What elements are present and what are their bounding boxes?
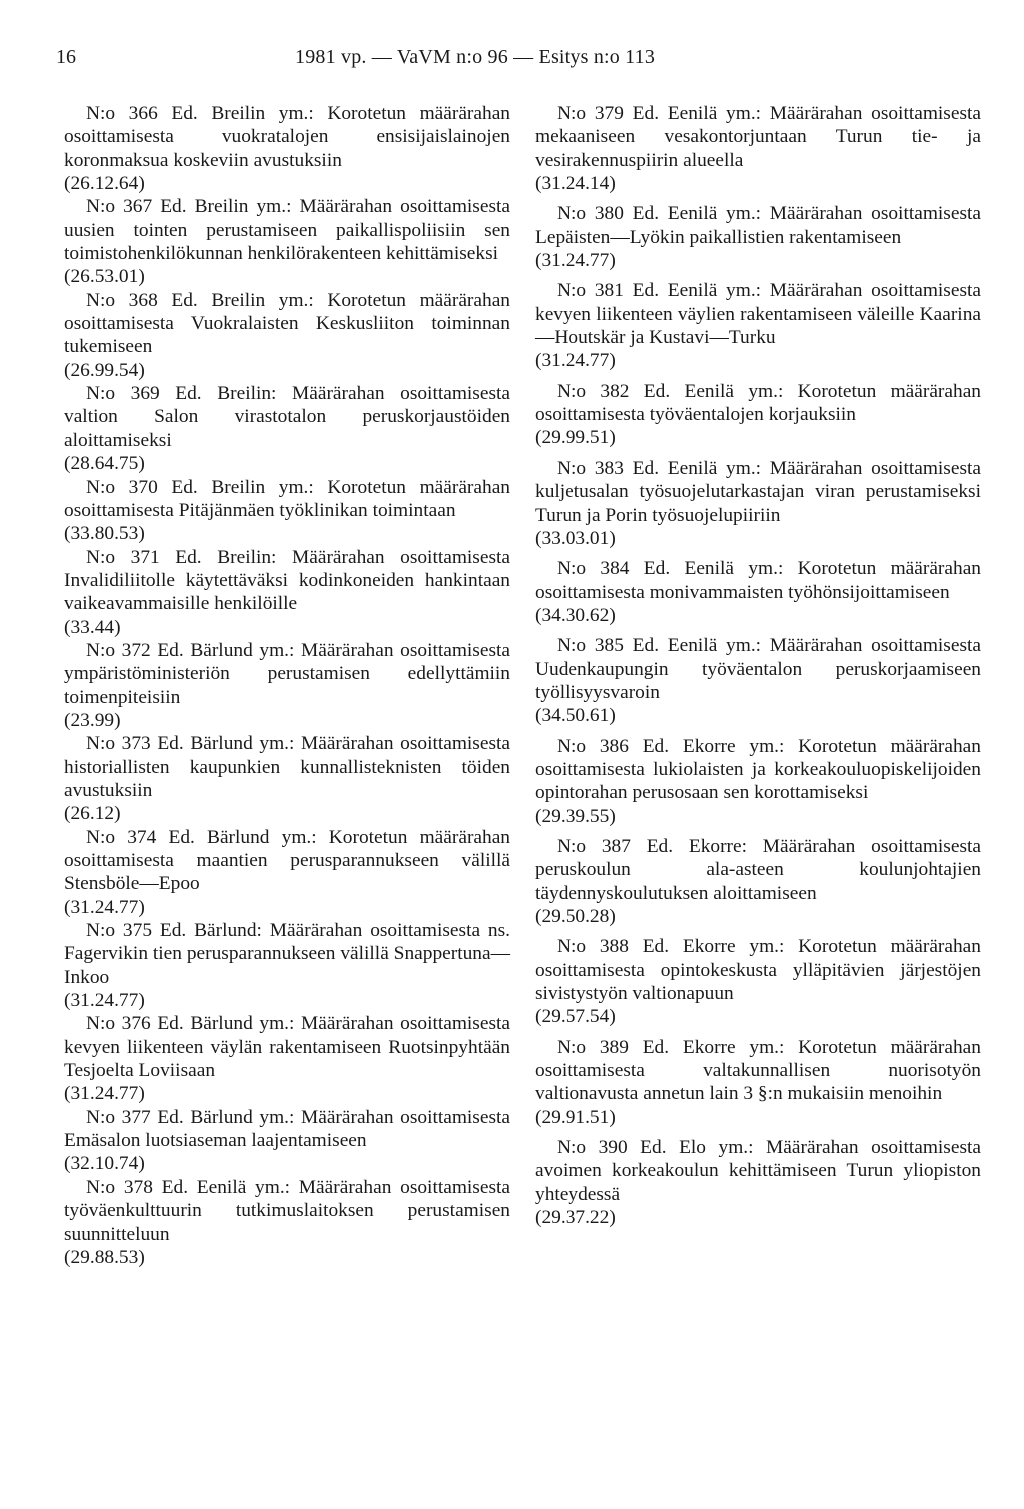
motion-text: N:o 382 Ed. Eenilä ym.: Korotetun määrärahan osoittamisesta työväentalojen korjauksiin — [535, 380, 981, 426]
motion-entry — [535, 735, 981, 828]
motion-entry — [535, 1036, 981, 1129]
motion-text: N:o 372 Ed. Bärlund ym.: Määrärahan osoittamisesta ympäristöministeriön perustamisen edellyttämiin toimenpiteisiin — [64, 639, 510, 708]
motion-text: N:o 378 Ed. Eenilä ym.: Määrärahan osoittamisesta työväenkulttuurin tutkimuslaitoksen perustamisen suunnitteluun — [64, 1176, 510, 1245]
motion-entry — [64, 732, 510, 825]
budget-code: (29.88.53) — [64, 1246, 145, 1268]
budget-code: (34.50.61) — [535, 705, 616, 727]
motion-entry — [535, 457, 981, 550]
budget-code: (34.30.62) — [535, 604, 616, 626]
budget-code: (29.50.28) — [535, 906, 616, 927]
motion-text: N:o 389 Ed. Ekorre ym.: Korotetun määrärahan osoittamisesta valtakunnallisen nuorisotyön valtionavusta annetun lain 3 §:n mukaisiin menoihin — [535, 1036, 981, 1105]
motion-text: N:o 367 Ed. Breilin ym.: Määrärahan osoittamisesta uusien tointen perustamiseen paikallispoliisiin sen toimistohenkilökunnan henkilörakenteen kehittämiseksi — [64, 196, 510, 265]
motion-entry — [535, 634, 981, 727]
budget-code: (33.03.01) — [535, 527, 616, 549]
motion-entry — [535, 935, 981, 1028]
motion-entry — [64, 919, 510, 1012]
budget-code: (31.24.77) — [535, 350, 616, 372]
motion-entry — [64, 1012, 510, 1105]
motion-entry — [535, 835, 981, 928]
motion-entry — [64, 289, 510, 382]
budget-code: (29.57.54) — [535, 1006, 616, 1028]
motion-text: N:o 377 Ed. Bärlund ym.: Määrärahan osoittamisesta Emäsalon luotsiaseman laajentamiseen — [64, 1106, 510, 1152]
motion-text: N:o 381 Ed. Eenilä ym.: Määrärahan osoittamisesta kevyen liikenteen väylien rakentamiseen väleille Kaarina—Houtskär ja Kustavi—Turku — [535, 280, 981, 349]
motion-entry — [64, 1176, 510, 1269]
page-header — [56, 46, 968, 76]
budget-code: (31.24.77) — [64, 1083, 145, 1105]
motion-text: N:o 385 Ed. Eenilä ym.: Määrärahan osoittamisesta Uudenkaupungin työväentalon peruskorjaamiseen työllisyysvaroin — [535, 635, 981, 703]
motion-text: N:o 374 Ed. Bärlund ym.: Korotetun määrärahan osoittamisesta maantien perusparannukseen välillä Stensböle—Epoo — [64, 826, 510, 895]
motion-entry — [535, 202, 981, 272]
motion-entry — [64, 382, 510, 475]
budget-code: (29.39.55) — [535, 805, 616, 827]
motion-text: N:o 368 Ed. Breilin ym.: Korotetun määrärahan osoittamisesta Vuokralaisten Keskusliiton toiminnan tukemiseen — [64, 289, 510, 358]
budget-code: (31.24.77) — [535, 250, 616, 272]
motion-text: N:o 387 Ed. Ekorre: Määrärahan osoittamisesta peruskoulun ala-asteen koulunjohtajien täydennyskoulutuksen aloittamiseen — [535, 835, 981, 904]
motion-text: N:o 376 Ed. Bärlund ym.: Määrärahan osoittamisesta kevyen liikenteen väylän rakentamiseen Ruotsinpyhtään Tesjoelta Loviisaan — [64, 1013, 510, 1082]
motion-text: N:o 380 Ed. Eenilä ym.: Määrärahan osoittamisesta Lepäisten—Lyökin paikallistien rakentamiseen — [535, 203, 981, 248]
running-title: 1981 vp. — VaVM n:o 96 — Esitys n:o 113 — [295, 46, 656, 68]
budget-code: (29.37.22) — [535, 1207, 616, 1229]
budget-code: (31.24.77) — [64, 990, 145, 1012]
motion-text: N:o 384 Ed. Eenilä ym.: Korotetun määrärahan osoittamisesta monivammaisten työhönsijoittamiseen — [535, 558, 981, 603]
motion-entry — [64, 195, 510, 288]
motion-text: N:o 388 Ed. Ekorre ym.: Korotetun määrärahan osoittamisesta opintokeskusta ylläpitävien järjestöjen sivistystyön valtionapuun — [535, 936, 981, 1005]
motion-text: N:o 366 Ed. Breilin ym.: Korotetun määrärahan osoittamisesta vuokratalojen ensisijaislainojen koronmaksua koskeviin avustuksiin — [64, 103, 510, 171]
motion-entry — [64, 546, 510, 639]
motion-text: N:o 390 Ed. Elo ym.: Määrärahan osoittamisesta avoimen korkeakoulun kehittämiseen Turun yliopiston yhteydessä — [535, 1137, 981, 1205]
budget-code: (26.12) — [64, 803, 121, 825]
budget-code: (33.44) — [64, 616, 121, 638]
motion-entry — [64, 826, 510, 919]
motion-entry — [535, 557, 981, 627]
motion-text: N:o 383 Ed. Eenilä ym.: Määrärahan osoittamisesta kuljetusalan työsuojelutarkastajan viran perustamiseksi Turun ja Porin työsuojelupiiriin — [535, 457, 981, 526]
budget-code: (26.53.01) — [64, 266, 145, 288]
motion-entry — [64, 639, 510, 732]
motion-text: N:o 373 Ed. Bärlund ym.: Määrärahan osoittamisesta historiallisten kaupunkien kunnallisteknisten töiden avustuksiin — [64, 733, 510, 801]
budget-code: (31.24.77) — [64, 896, 145, 918]
motion-text: N:o 370 Ed. Breilin ym.: Korotetun määrärahan osoittamisesta Pitäjänmäen työklinikan toimintaan — [64, 476, 510, 521]
budget-code: (29.99.51) — [535, 427, 616, 449]
budget-code: (29.91.51) — [535, 1106, 616, 1128]
budget-code: (33.80.53) — [64, 523, 145, 545]
budget-code: (28.64.75) — [64, 453, 145, 475]
budget-code: (32.10.74) — [64, 1153, 145, 1175]
right-column — [535, 102, 981, 1236]
left-column — [64, 102, 510, 1269]
motion-text: N:o 371 Ed. Breilin: Määrärahan osoittamisesta Invalidiliitolle käytettäväksi kodinkoneiden hankintaan vaikeavammaisille henkilöille — [64, 546, 510, 615]
page-number: 16 — [56, 46, 76, 68]
motion-entry — [64, 476, 510, 546]
motion-entry — [535, 380, 981, 450]
motion-text: N:o 375 Ed. Bärlund: Määrärahan osoittamisesta ns. Fagervikin tien perusparannukseen välillä Snappertuna—Inkoo — [64, 920, 510, 988]
budget-code: (26.12.64) — [64, 173, 145, 195]
motion-text: N:o 369 Ed. Breilin: Määrärahan osoittamisesta valtion Salon virastotalon peruskorjaustöiden aloittamiseksi — [64, 383, 510, 451]
motion-entry — [535, 279, 981, 372]
motion-entry — [535, 1136, 981, 1229]
motion-entry — [535, 102, 981, 195]
motion-text: N:o 379 Ed. Eenilä ym.: Määrärahan osoittamisesta mekaaniseen vesakontorjuntaan Turun tie- ja vesirakennuspiirin alueella — [535, 103, 981, 171]
budget-code: (26.99.54) — [64, 359, 145, 381]
motion-text: N:o 386 Ed. Ekorre ym.: Korotetun määrärahan osoittamisesta lukiolaisten ja korkeakouluopiskelijoiden opintorahan perusosaan sen korottamiseksi — [535, 735, 981, 804]
budget-code: (23.99) — [64, 709, 121, 731]
budget-code: (31.24.14) — [535, 173, 616, 195]
motion-entry — [64, 102, 510, 195]
motion-entry — [64, 1106, 510, 1176]
